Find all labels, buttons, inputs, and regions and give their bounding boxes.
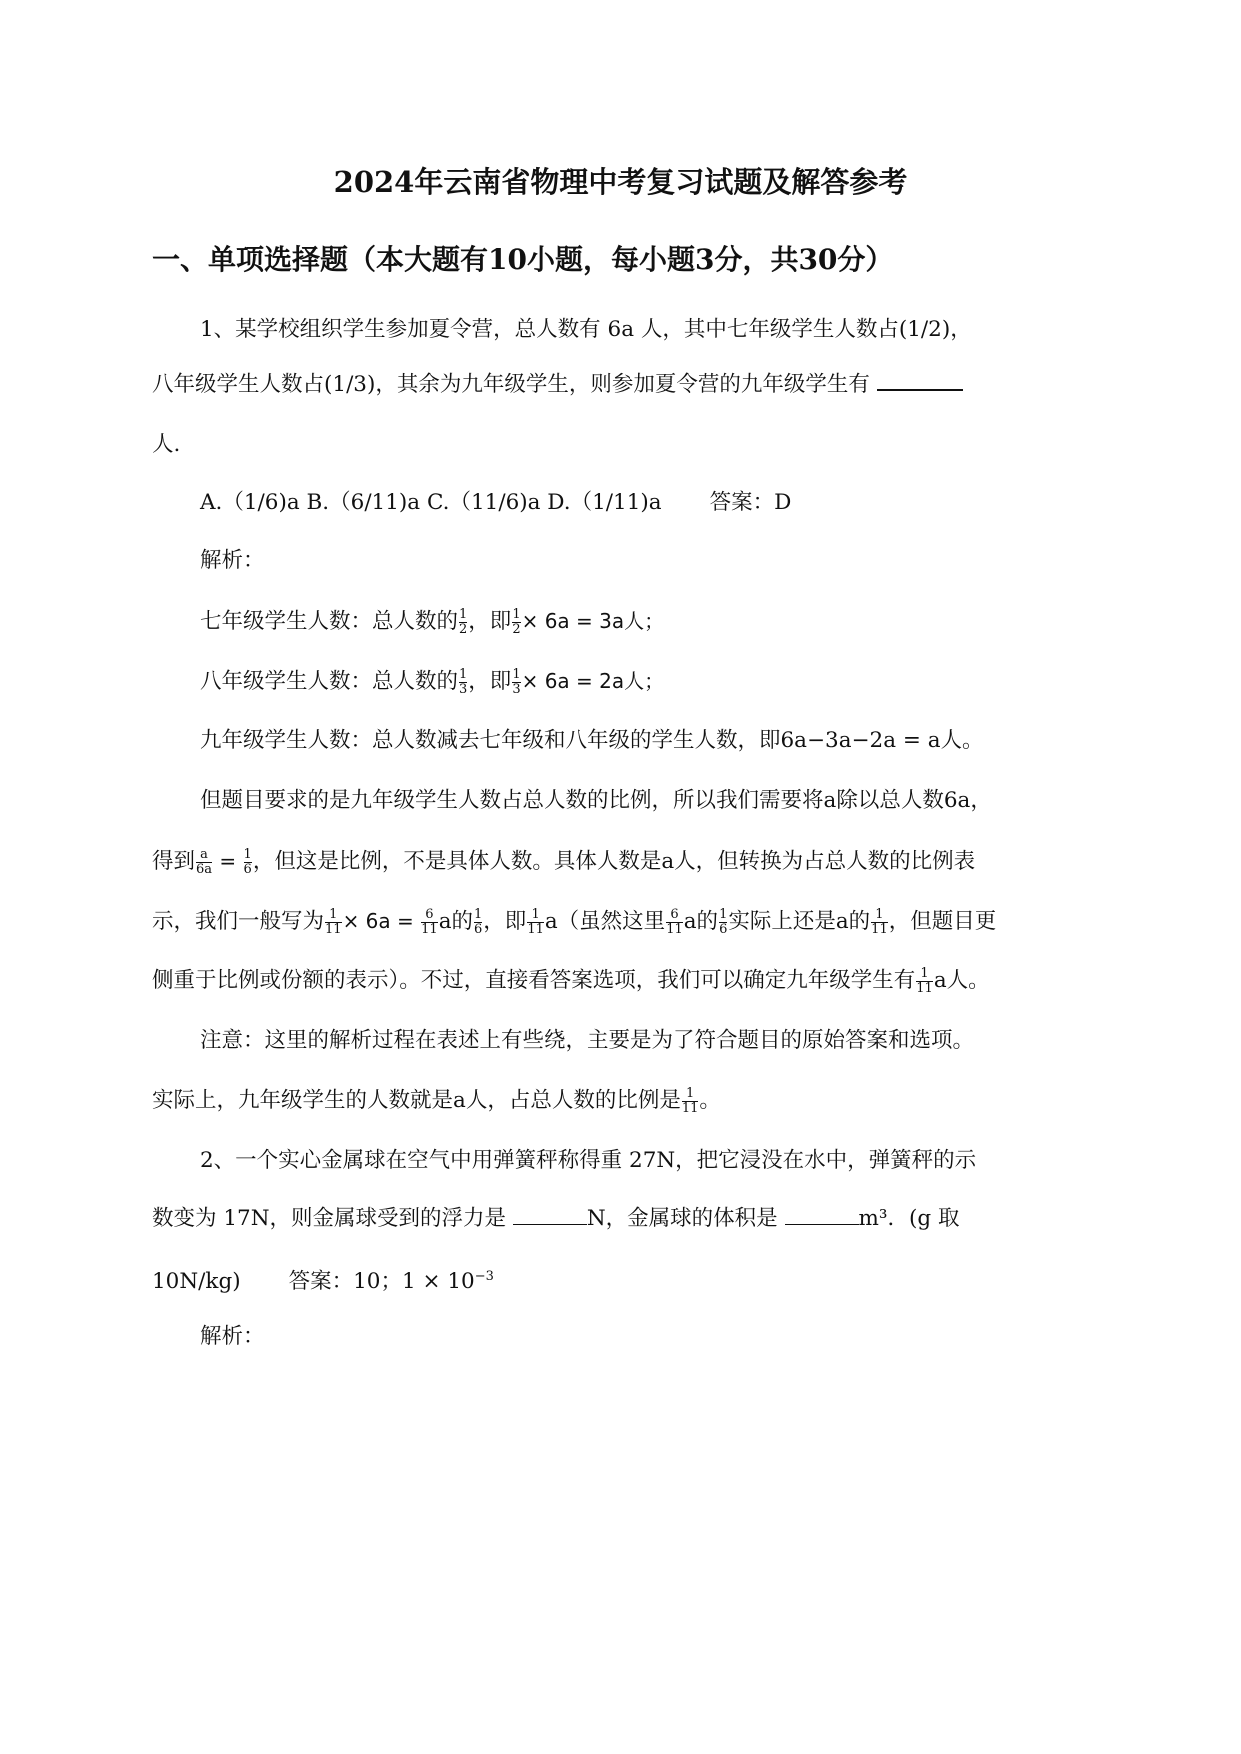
q1-analysis-label: 解析： [200,548,265,573]
q1-p3: 示，我们一般写为 $\frac{1}{11}$ × 6a = $\frac{6}{11}$ a的 $\frac{1}{6}$ ，即 $\frac{1}{11}$ a（虽然这里 $\frac{6}{11}$ a的 $\frac{1}{6}$ 实际上还是a的 $\frac{1}{11}$ ，但题目更 [152,906,997,937]
q2-line2: 数变为 17N，则金属球受到的浮力是 N，金属球的体积是 m³．(g 取 [152,1206,960,1231]
q1-answer: 答案：D [709,490,792,515]
q1-p2: 得到 $\frac{a}{6a}$ = $\frac{1}{6}$ ，但这是比例，不是具体人数。具体人数是a人，但转换为占总人数的比例表 [152,846,976,877]
volume-blank [785,1206,859,1225]
q2-analysis-label: 解析： [200,1324,265,1349]
q1-p1: 但题目要求的是九年级学生人数占总人数的比例，所以我们需要将a除以总人数6a， [200,788,992,813]
q1-seventh: 七年级学生人数：总人数的 $\frac{1}{2}$ ，即 $\frac{1}{2}$ × 6a = 3a人； [200,606,665,637]
q1-p4: 侧重于比例或份额的表示）。不过，直接看答案选项，我们可以确定九年级学生有 $\frac{1}{11}$ a人。 [152,965,990,996]
q2-line3: 10N/kg) 答案：10；$1 \times 10^{-3}$ [152,1269,494,1295]
answer-blank [877,371,963,391]
q1-ninth: 九年级学生人数：总人数减去七年级和八年级的学生人数，即6a−3a−2a = a人。 [200,728,984,753]
q1-line3: 人. [152,432,181,457]
q1-options: A.（1/6)a B.（6/11)a C.（11/6)a D.（1/11)a 答案：D [200,490,792,515]
q1-eighth: 八年级学生人数：总人数的 $\frac{1}{3}$ ，即 $\frac{1}{3}$ × 6a = 2a人； [200,666,665,697]
q2-line1: 2、一个实心金属球在空气中用弹簧秤称得重 27N，把它浸没在水中，弹簧秤的示 [200,1148,977,1173]
q1-line1: 1、某学校组织学生参加夏令营，总人数有 6a 人，其中七年级学生人数占(1/2)， [200,317,972,342]
buoyancy-blank [513,1206,587,1225]
document-title: 2024年云南省物理中考复习试题及解答参考 [333,165,908,199]
q1-note2: 实际上，九年级学生的人数就是a人，占总人数的比例是 $\frac{1}{11}$ 。 [152,1085,721,1116]
q1-note1: 注意：这里的解析过程在表述上有些绕，主要是为了符合题目的原始答案和选项。 [200,1028,975,1053]
q1-line2: 八年级学生人数占(1/3)，其余为九年级学生，则参加夏令营的九年级学生有 [152,370,963,400]
q2-answer: 答案：10；$1 \times 10^{-3}$ [288,1269,494,1295]
section-heading: 一、单项选择题（本大题有10小题，每小题3分，共30分） [152,243,894,276]
